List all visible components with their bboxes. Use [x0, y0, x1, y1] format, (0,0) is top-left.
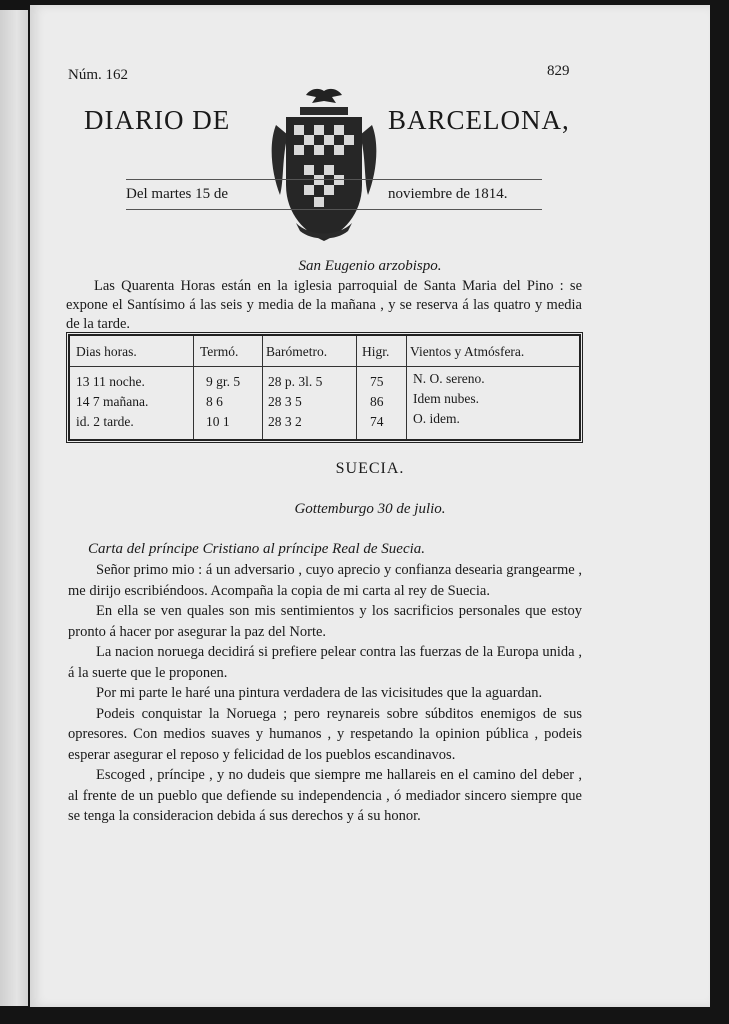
weather-header-barometro: Barómetro.: [266, 344, 328, 359]
section-title: SUECIA.: [335, 460, 405, 477]
weather-cell-dias: 13 11 noche.: [76, 374, 145, 389]
weather-cell-barometro: 28 p. 3l. 5: [268, 374, 323, 389]
weather-cell-dias: id. 2 tarde.: [76, 414, 134, 429]
weather-cell-termo: 8 6: [206, 394, 223, 409]
weather-header-termo: Termó.: [200, 344, 239, 359]
page-number: 829: [547, 63, 570, 79]
paragraph: En ella se ven quales son mis sentimientos y los sacrificios personales que estoy pronto á hacer por asegurar la paz del Norte.: [68, 603, 582, 640]
weather-cell-higr: 74: [370, 414, 384, 429]
weather-header-rule: [70, 366, 579, 367]
weather-header-dias: Dias horas.: [76, 344, 137, 359]
weather-col-divider: [193, 336, 194, 439]
issue-date-left: Del martes 15 de: [126, 186, 229, 202]
weather-col-divider: [262, 336, 263, 439]
weather-table: [68, 334, 581, 441]
weather-cell-vientos: Idem nubes.: [413, 391, 479, 406]
weather-cell-vientos: O. idem.: [413, 411, 460, 426]
weather-col-divider: [406, 336, 407, 439]
article-body: [68, 560, 582, 827]
paragraph: Señor primo mio : á un adversario , cuyo aprecio y confianza desearia grangearme , me dirijo escribiéndoos. Acompaña la copia de mi carta al rey de Suecia.: [68, 562, 582, 599]
weather-header-vientos: Vientos y Atmósfera.: [410, 344, 525, 359]
masthead-rule-top: [126, 179, 542, 180]
letter-title: Carta del príncipe Cristiano al príncipe Real de Suecia.: [88, 541, 426, 557]
paragraph: Por mi parte le haré una pintura verdadera de las vicisitudes que la aguardan.: [96, 685, 543, 701]
weather-cell-higr: 86: [370, 394, 384, 409]
masthead-title-left: DIARIO DE: [84, 105, 231, 135]
saint-of-day: San Eugenio arzobispo.: [298, 258, 442, 274]
adjacent-page-edge: [0, 10, 28, 1006]
coat-of-arms-icon: [266, 85, 382, 247]
masthead-title-right: BARCELONA,: [388, 105, 570, 135]
weather-col-divider: [356, 336, 357, 439]
weather-cell-barometro: 28 3 5: [268, 394, 302, 409]
weather-cell-higr: 75: [370, 374, 384, 389]
religious-notice: Las Quarenta Horas están en la iglesia parroquial de Santa Maria del Pino : se expone el Santísimo á las seis y media de la mañana , y se reserva á las quatro y media de la tarde.: [66, 278, 582, 332]
paragraph: Escoged , príncipe , y no dudeis que siempre me hallareis en el camino del deber , al frente de un pueblo que defiende su independencia , ó mediador sincero siempre que se tenga la consideracion debida á sus derechos y á su honor.: [68, 767, 582, 824]
newspaper-page: [30, 5, 710, 1007]
issue-number: Núm. 162: [68, 67, 128, 83]
dateline: Gottemburgo 30 de julio.: [294, 501, 446, 517]
issue-date-right: noviembre de 1814.: [388, 186, 508, 202]
weather-cell-dias: 14 7 mañana.: [76, 394, 149, 409]
masthead-rule-bottom: [126, 209, 542, 210]
weather-cell-barometro: 28 3 2: [268, 414, 302, 429]
weather-cell-vientos: N. O. sereno.: [413, 371, 485, 386]
weather-cell-termo: 9 gr. 5: [206, 374, 241, 389]
weather-cell-termo: 10 1: [206, 414, 230, 429]
weather-header-higr: Higr.: [362, 344, 390, 359]
paragraph: Podeis conquistar la Noruega ; pero reynareis sobre súbditos enemigos de sus opresores. Con medios suaves y humanos , y respetando la opinion pública , podeis esperar asegurar el reposo y felicidad de los pueblos escandinavos.: [68, 705, 582, 763]
paragraph: La nacion noruega decidirá si prefiere pelear contra las fuerzas de la Europa unida , á la suerte que le proponen.: [68, 644, 582, 681]
